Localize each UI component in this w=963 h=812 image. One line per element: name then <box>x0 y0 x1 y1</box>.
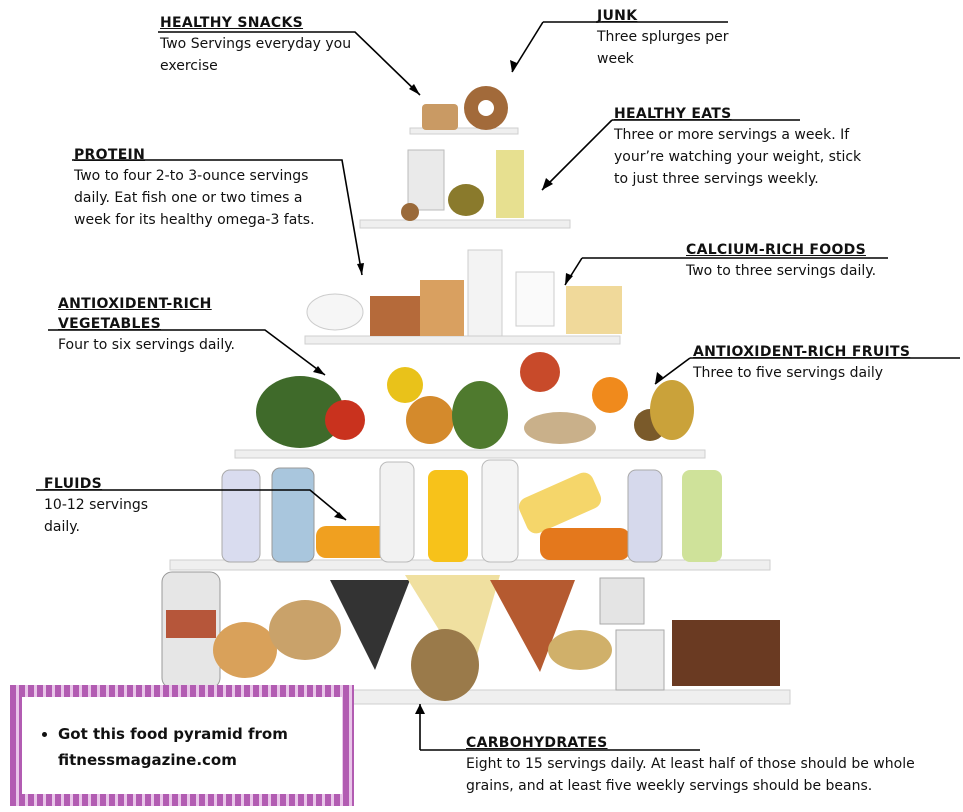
label-text: Three splurges per week <box>597 29 729 67</box>
label-text: Two to three servings daily. <box>686 263 877 279</box>
label-text: Three to five servings daily <box>693 365 884 381</box>
label-title: CARBOHYDRATES <box>466 735 608 751</box>
label-junk <box>597 6 762 70</box>
label-text: Four to six servings daily. <box>58 337 235 353</box>
vegetables-fruits-items <box>256 352 694 449</box>
label-title: HEALTHY SNACKS <box>160 15 304 31</box>
label-vegetables <box>58 294 258 356</box>
label-fluids <box>44 474 184 538</box>
label-protein <box>74 145 334 231</box>
source-note-bullet: • Got this food pyramid from fitnessmagazine.com <box>58 721 342 773</box>
protein-calcium-items <box>307 250 622 336</box>
label-title: FLUIDS <box>44 476 103 492</box>
source-note-box <box>10 685 354 806</box>
healthy-eats-items <box>401 150 524 221</box>
label-healthy-eats <box>614 104 879 190</box>
label-text: Three or more servings a week. If your’re watching your weight, stick to just three servings weekly. <box>614 127 862 187</box>
label-healthy-snacks <box>160 13 385 77</box>
label-text: Eight to 15 servings daily. At least half of those should be whole grains, and at least five weekly servings should be beans. <box>466 756 915 794</box>
label-calcium <box>686 240 906 282</box>
carbohydrate-items <box>162 572 780 701</box>
label-title: ANTIOXIDENT-RICH FRUITS <box>693 344 911 360</box>
source-note-list <box>22 721 342 773</box>
label-title: CALCIUM-RICH FOODS <box>686 242 866 258</box>
label-carbohydrates <box>466 733 936 797</box>
junk-food-items <box>422 86 508 130</box>
fluid-bottles <box>222 460 722 562</box>
label-text: Two Servings everyday you exercise <box>160 36 352 74</box>
label-title: ANTIOXIDENT-RICH VEGETABLES <box>58 296 212 332</box>
label-text: 10-12 servings daily. <box>44 497 149 535</box>
label-title: PROTEIN <box>74 147 146 163</box>
label-text: Two to four 2-to 3-ounce servings daily. Eat fish one or two times a week for its healthy omega-3 fats. <box>74 168 315 228</box>
label-title: HEALTHY EATS <box>614 106 732 122</box>
label-fruits <box>693 342 961 384</box>
label-title: JUNK <box>597 8 638 24</box>
